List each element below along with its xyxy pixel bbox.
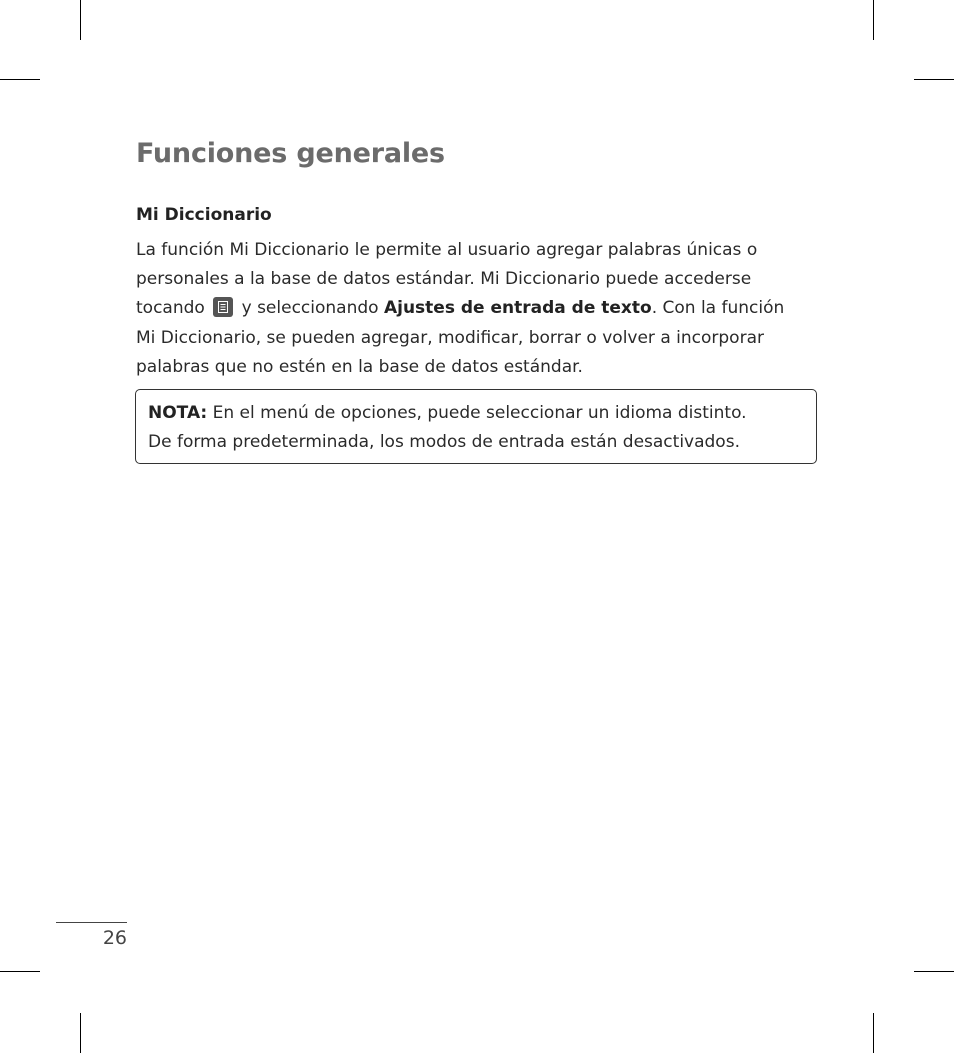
section-title: Funciones generales bbox=[136, 138, 445, 169]
paragraph-text: tocando bbox=[136, 298, 205, 319]
crop-mark-top-left-vertical bbox=[80, 0, 81, 40]
paragraph-line: palabras que no estén en la base de datos estándar. bbox=[136, 356, 583, 377]
note-box bbox=[135, 389, 817, 464]
paragraph-text: . Con la función bbox=[651, 298, 785, 319]
note-line: De forma predeterminada, los modos de entrada están desactivados. bbox=[148, 432, 740, 453]
crop-mark-bottom-right-horizontal bbox=[914, 971, 954, 972]
footer-rule bbox=[56, 922, 127, 923]
settings-name-bold: Ajustes de entrada de texto bbox=[383, 298, 652, 319]
crop-mark-bottom-right-vertical bbox=[873, 1013, 874, 1053]
crop-mark-top-right-vertical bbox=[873, 0, 874, 40]
menu-key-icon bbox=[213, 297, 233, 317]
paragraph-line-with-icon bbox=[136, 294, 826, 323]
crop-mark-top-right-horizontal bbox=[914, 79, 954, 80]
note-label: NOTA: bbox=[148, 403, 208, 423]
note-line bbox=[148, 399, 804, 428]
page-number: 26 bbox=[102, 927, 127, 949]
paragraph-line: La función Mi Diccionario le permite al usuario agregar palabras únicas o bbox=[136, 240, 758, 260]
crop-mark-bottom-left-horizontal bbox=[0, 971, 40, 972]
crop-mark-bottom-left-vertical bbox=[80, 1013, 81, 1053]
body-paragraph bbox=[136, 236, 826, 382]
crop-mark-top-left-horizontal bbox=[0, 79, 40, 80]
subsection-title: Mi Diccionario bbox=[136, 205, 272, 225]
paragraph-line: personales a la base de datos estándar. Mi Diccionario puede accederse bbox=[136, 269, 752, 290]
paragraph-line: Mi Diccionario, se pueden agregar, modificar, borrar o volver a incorporar bbox=[136, 327, 764, 348]
note-text: En el menú de opciones, puede seleccionar un idioma distinto. bbox=[212, 403, 747, 423]
paragraph-text: y seleccionando bbox=[241, 298, 379, 319]
